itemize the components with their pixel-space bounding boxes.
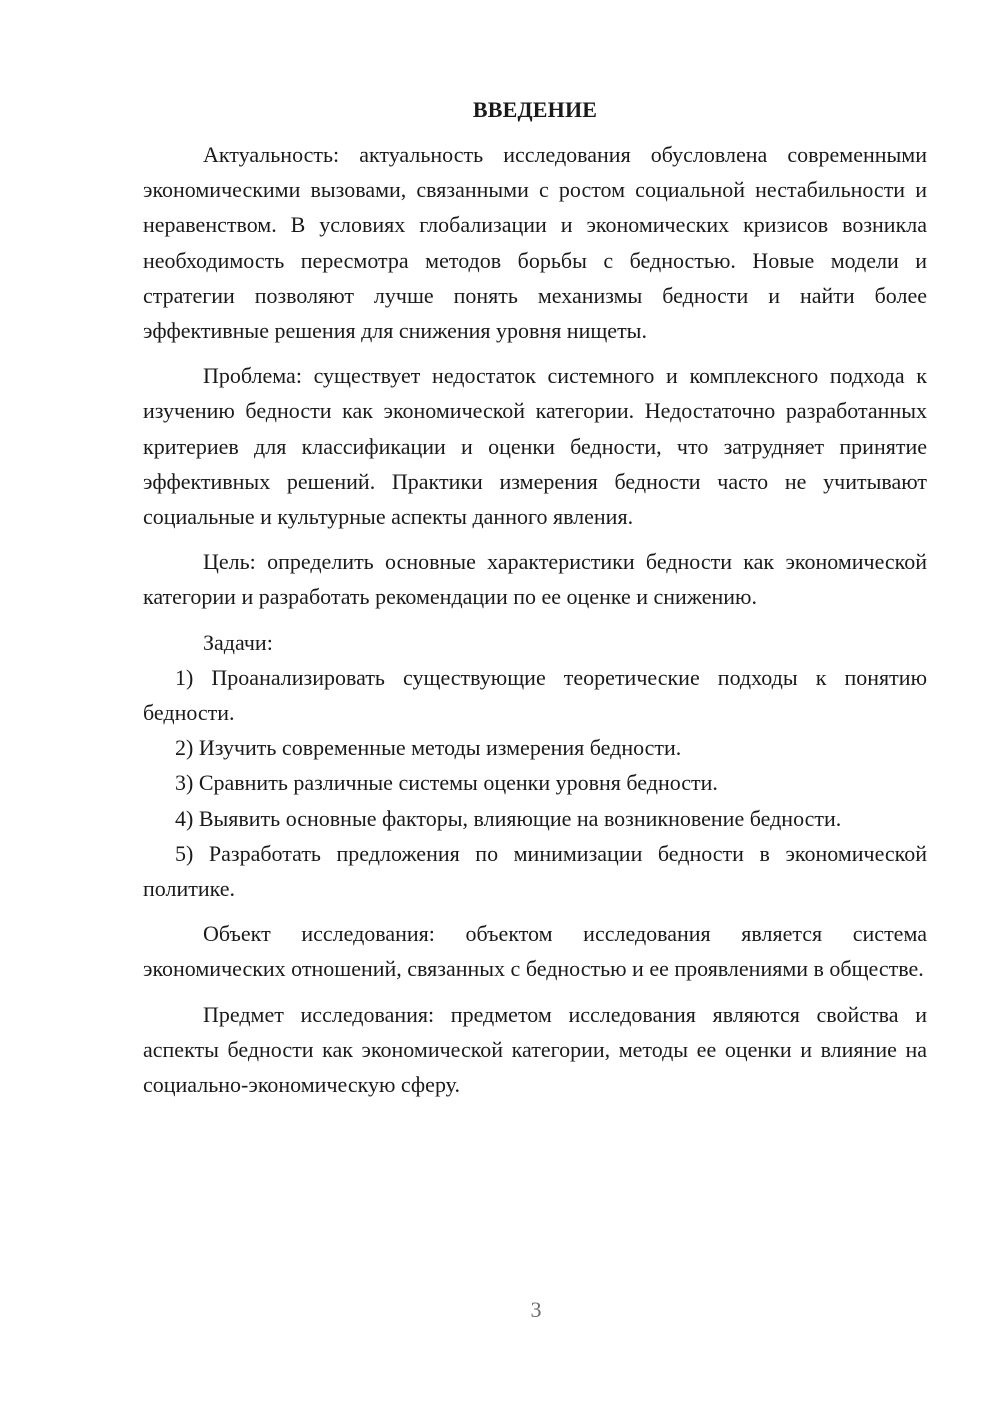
tasks-list: [143, 660, 927, 906]
page-content: [143, 92, 927, 1102]
list-item-task-2: 2) Изучить современные методы измерения бедности.: [175, 735, 682, 761]
list-item-task-1: 1) Проанализировать существующие теоретические подходы к понятию бедности.: [143, 664, 927, 726]
list-item-task-5: 5) Разработать предложения по минимизации бедности в экономической политике.: [143, 840, 927, 902]
paragraph-object: Объект исследования: объектом исследования является система экономических отношений, связанных с бедностью и ее проявлениями в обществе.: [143, 921, 927, 982]
page-title: ВВЕДЕНИЕ: [472, 97, 598, 122]
page-number: 3: [530, 1297, 542, 1322]
list-item-task-3: 3) Сравнить различные системы оценки уровня бедности.: [175, 770, 718, 796]
tasks-heading: Задачи:: [203, 629, 273, 655]
paragraph-subject: Предмет исследования: предметом исследования являются свойства и аспекты бедности как экономической категории, методы ее оценки и влияние на социально-экономическую сферу.: [143, 1001, 927, 1098]
list-item-task-4: 4) Выявить основные факторы, влияющие на возникновение бедности.: [175, 805, 842, 831]
paragraph-problem: Проблема: существует недостаток системного и комплексного подхода к изучению бедности как экономической категории. Недостаточно разработанных критериев для классификации и оценки бедности, что затрудняет принятие эффективных решений. Практики измерения бедности часто не учитывают социальные и культурные аспекты данного явления.: [143, 363, 927, 530]
paragraph-relevance: Актуальность: актуальность исследования обусловлена современными экономическими вызовами, связанными с ростом социальной нестабильности и неравенством. В условиях глобализации и экономических кризисов возникла необходимость пересмотра методов борьбы с бедностью. Новые модели и стратегии позволяют лучше понять механизмы бедности и найти более эффективные решения для снижения уровня нищеты.: [143, 142, 927, 344]
paragraph-goal: Цель: определить основные характеристики бедности как экономической категории и разработать рекомендации по ее оценке и снижению.: [143, 549, 927, 610]
